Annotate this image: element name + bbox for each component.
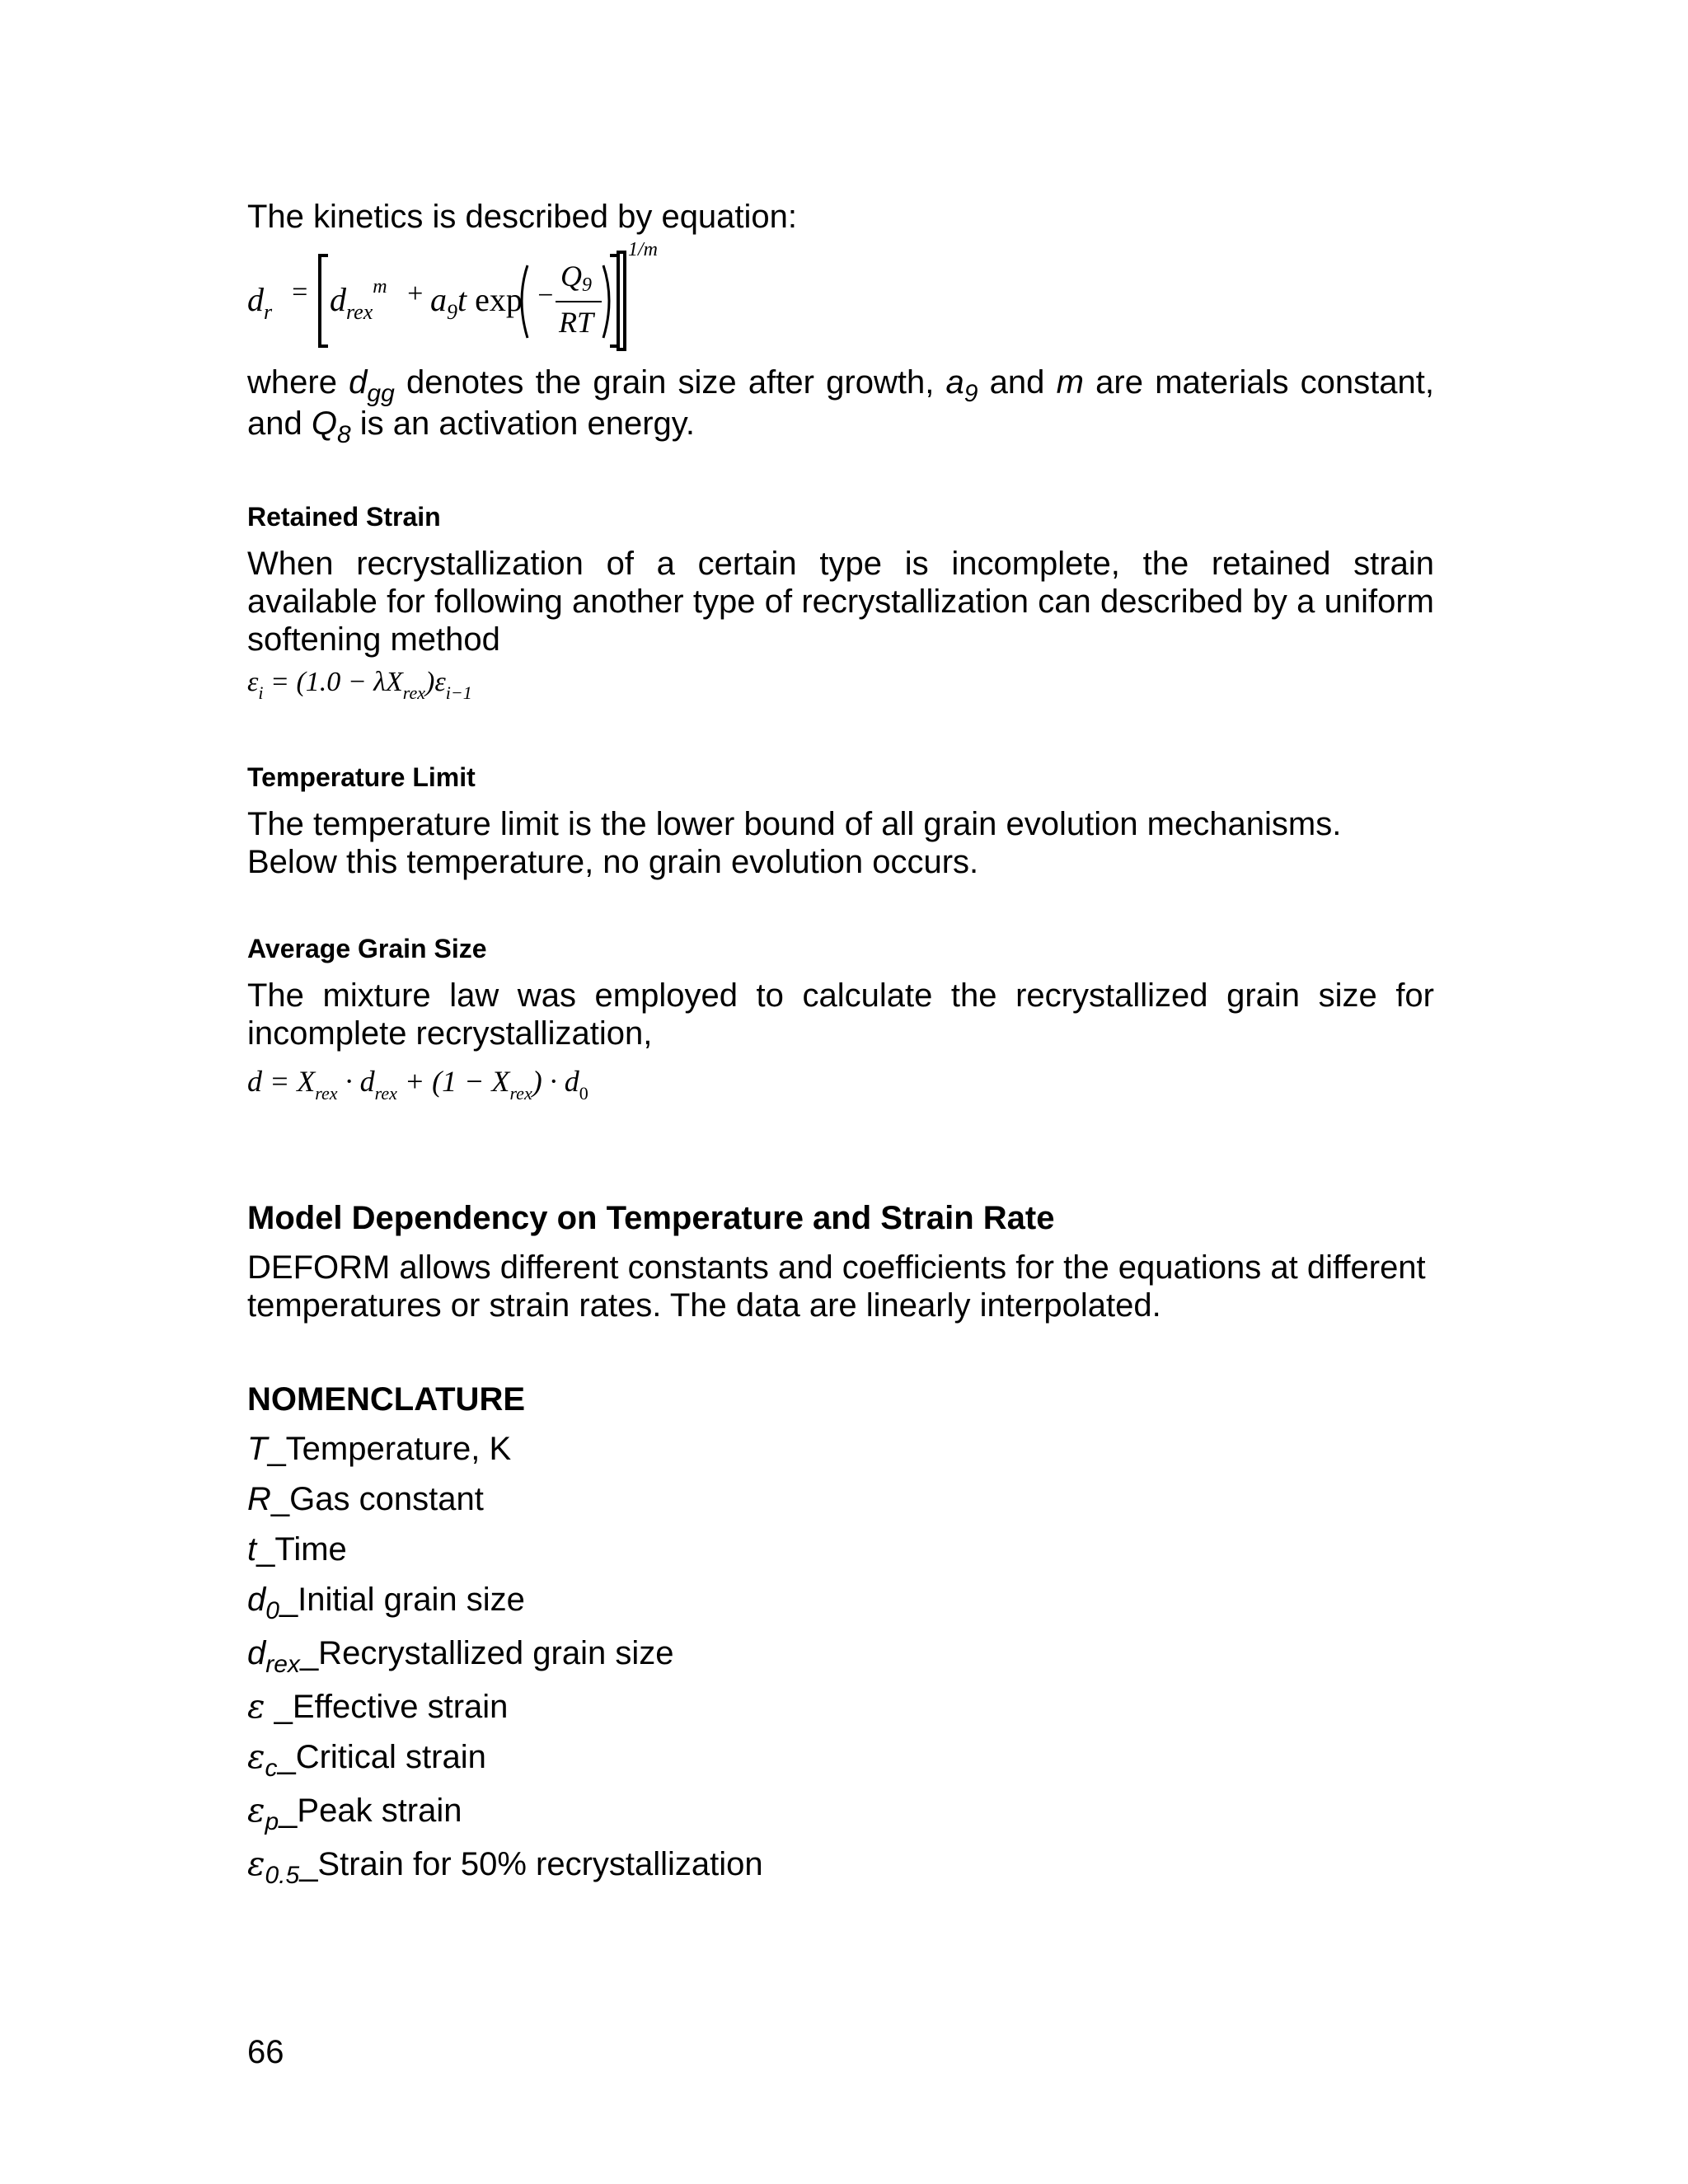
- eq1-lhs-sub: r: [264, 300, 273, 324]
- nomenclature-symbol: ε: [247, 1792, 265, 1830]
- eq1-lhs-var: d: [247, 281, 264, 318]
- eq1-time: t: [457, 281, 467, 318]
- nomenclature-description: _Time: [256, 1531, 347, 1568]
- nomenclature-item: [247, 1792, 1434, 1833]
- nomenclature-subscript: c: [265, 1755, 278, 1782]
- temperature-limit-line2: Below this temperature, no grain evolution occurs.: [247, 844, 979, 880]
- where-q-sub: 8: [336, 421, 351, 448]
- eq1-equals: =: [290, 277, 309, 307]
- eq1-numerator-sub: 9: [582, 274, 592, 296]
- retained-eq-eps: ε: [247, 667, 259, 697]
- document-page: [247, 198, 1434, 1899]
- retained-eq-sub-im1: i−1: [445, 682, 472, 703]
- eq1-denominator: RT: [559, 306, 594, 339]
- retained-strain-heading: Retained Strain: [247, 502, 441, 532]
- nomenclature-item: [247, 1530, 1434, 1568]
- nomenclature-symbol: ε: [247, 1738, 265, 1776]
- avg-eq-drex: · d: [337, 1065, 375, 1098]
- nomenclature-symbol: ε: [247, 1688, 265, 1726]
- where-m: m: [1056, 364, 1084, 401]
- nomenclature-item: [247, 1634, 1434, 1678]
- retained-eq-sub-i: i: [258, 682, 264, 703]
- avg-eq-x: = X: [262, 1065, 316, 1098]
- retained-strain-text: When recrystallization of a certain type is incomplete, the retained strain available for following another type of recrystallization can described by a uniform softening method: [247, 546, 1434, 658]
- eq1-coef: a: [430, 281, 447, 318]
- where-q: Q: [311, 405, 337, 442]
- avg-eq-rex1: rex: [315, 1083, 338, 1104]
- grain-growth-equation: [247, 241, 1434, 352]
- eq1-term1-sup: m: [373, 276, 387, 298]
- intro-text: The kinetics is described by equation:: [247, 199, 798, 235]
- temperature-limit-heading: Temperature Limit: [247, 762, 476, 792]
- eq1-numerator: Q: [560, 260, 582, 293]
- eq1-plus: +: [406, 279, 424, 309]
- nomenclature-description: _Critical strain: [277, 1739, 486, 1775]
- nomenclature-symbol: d: [247, 1582, 266, 1618]
- nomenclature-item: [247, 1581, 1434, 1622]
- nomenclature-symbol: T: [247, 1431, 268, 1467]
- where-text-1: where: [247, 364, 349, 401]
- nomenclature-description: _Temperature, K: [267, 1431, 512, 1467]
- nomenclature-item: [247, 1688, 1434, 1726]
- nomenclature-subscript: rex: [265, 1651, 300, 1678]
- nomenclature-description: _Strain for 50% recrystallization: [299, 1846, 763, 1882]
- nomenclature-item: [247, 1430, 1434, 1468]
- eq1-term1-sub: rex: [346, 300, 373, 324]
- temperature-limit-line1: The temperature limit is the lower bound of all grain evolution mechanisms.: [247, 806, 1342, 842]
- where-text-3: and: [978, 364, 1057, 401]
- eq1-exp: exp: [475, 281, 523, 318]
- where-a: a: [945, 364, 964, 401]
- nomenclature-description: _Peak strain: [279, 1793, 462, 1829]
- avg-eq-d: d: [247, 1065, 262, 1098]
- nomenclature-subscript: 0.5: [265, 1862, 300, 1889]
- eq1-minus: −: [536, 280, 555, 311]
- average-grain-size-text: The mixture law was employed to calculate the recrystallized grain size for incomplete recrystallization,: [247, 977, 1434, 1052]
- retained-eq-rhs1: = (1.0 − λX: [263, 667, 403, 697]
- eq1-coef-sub: 9: [447, 300, 457, 324]
- where-paragraph: [247, 363, 1434, 446]
- nomenclature-description: _Initial grain size: [279, 1582, 525, 1618]
- nomenclature-description: _Recrystallized grain size: [299, 1635, 674, 1671]
- avg-eq-rex2: rex: [374, 1083, 397, 1104]
- retained-eq-rex: rex: [402, 682, 426, 703]
- nomenclature-symbol: ε: [247, 1845, 265, 1883]
- nomenclature-description: _Gas constant: [270, 1481, 484, 1517]
- nomenclature-heading: NOMENCLATURE: [247, 1381, 526, 1418]
- nomenclature-symbol: d: [247, 1635, 266, 1671]
- nomenclature-item: [247, 1845, 1434, 1889]
- retained-eq-rhs2: )ε: [425, 667, 446, 697]
- where-a-sub: 9: [964, 380, 978, 407]
- eq1-power: 1/m: [628, 239, 658, 260]
- model-dependency-heading: Model Dependency on Temperature and Strain Rate: [247, 1200, 1055, 1236]
- model-dependency-text: DEFORM allows different constants and coefficients for the equations at different temperatures or strain rates. The data are linearly interpolated.: [247, 1249, 1426, 1324]
- where-text-5: is an activation energy.: [350, 405, 695, 442]
- avg-eq-rex3: rex: [509, 1083, 532, 1104]
- nomenclature-item: [247, 1738, 1434, 1782]
- nomenclature-list: [247, 1430, 1434, 1889]
- nomenclature-description: _Effective strain: [265, 1689, 509, 1725]
- nomenclature-symbol: t: [247, 1531, 257, 1568]
- nomenclature-symbol: R: [247, 1481, 271, 1517]
- avg-eq-end: ) · d: [532, 1065, 579, 1098]
- nomenclature-subscript: p: [265, 1808, 279, 1835]
- avg-eq-mid: + (1 − X: [396, 1065, 510, 1098]
- average-grain-size-equation: [247, 1064, 1434, 1104]
- where-d: d: [349, 364, 368, 401]
- avg-eq-zero: 0: [579, 1083, 588, 1104]
- nomenclature-subscript: 0: [265, 1597, 279, 1624]
- where-text-4: are materials constant, and: [247, 364, 1435, 442]
- where-d-sub: gg: [367, 380, 395, 407]
- retained-strain-equation: [247, 667, 1434, 703]
- where-text-2: denotes the grain size after growth,: [394, 364, 946, 401]
- page-number: 66: [247, 2034, 284, 2070]
- average-grain-size-heading: Average Grain Size: [247, 934, 487, 963]
- eq1-term1-var: d: [330, 281, 346, 318]
- nomenclature-item: [247, 1480, 1434, 1518]
